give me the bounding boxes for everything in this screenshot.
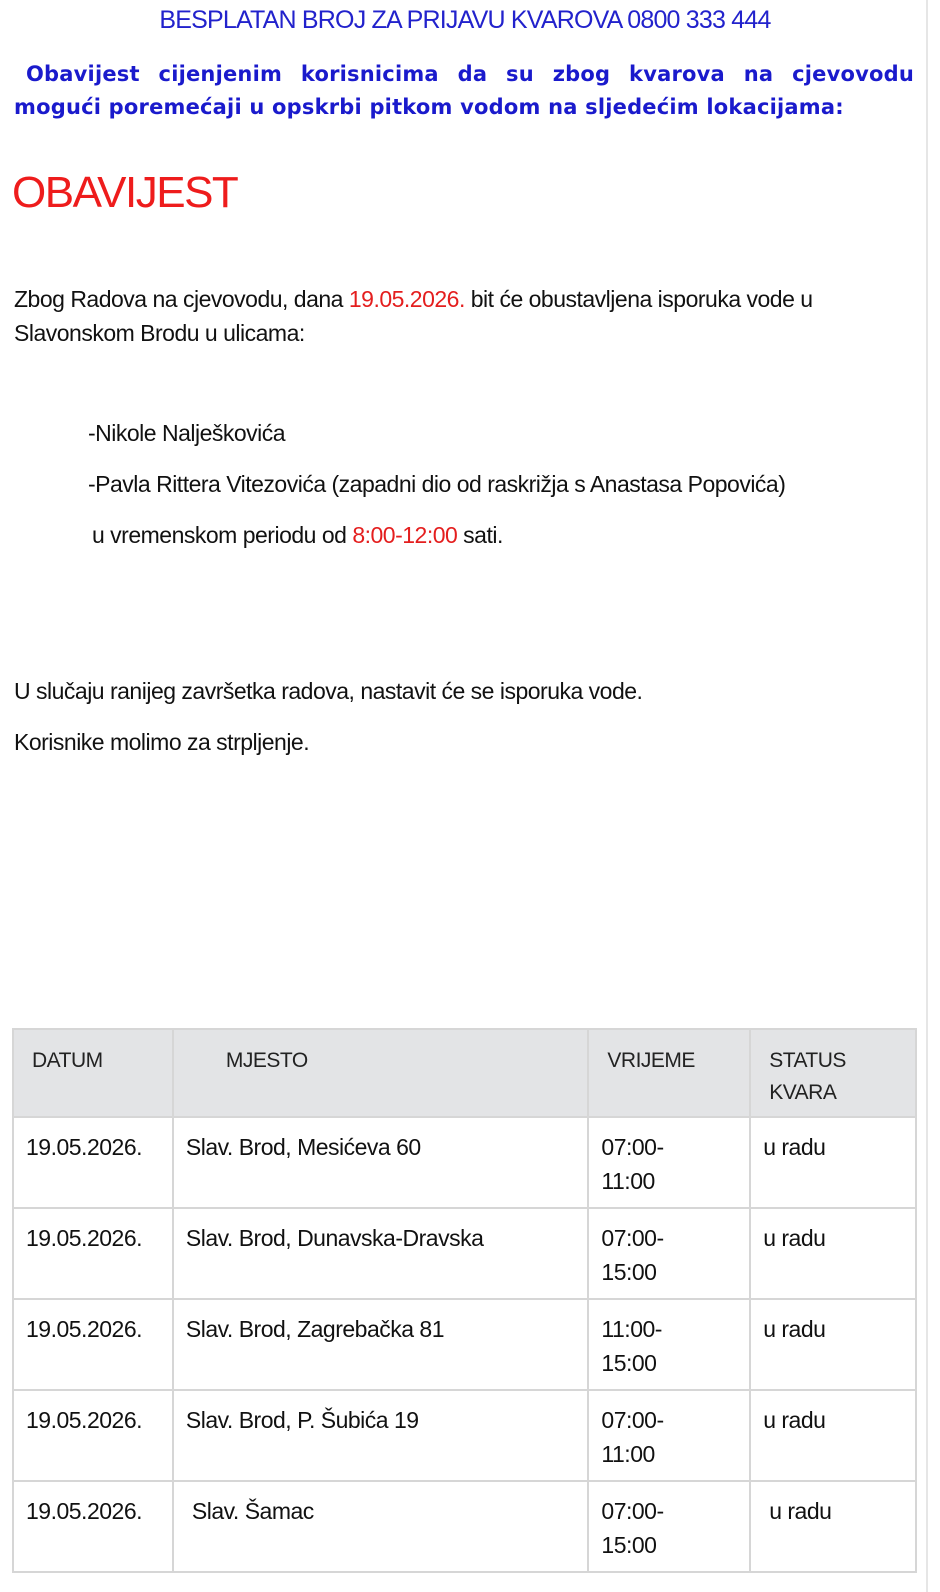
notice-paragraph [14,282,914,350]
col-header-vrijeme: VRIJEME [588,1029,750,1117]
notice-title: OBAVIJEST [12,168,238,217]
notice-date: 19.05.2026. [348,286,465,312]
cell-vrijeme: 11:00-15:00 [588,1299,750,1390]
table-row [13,1299,916,1390]
cell-vrijeme: 07:00-15:00 [588,1481,750,1572]
faults-table [12,1028,917,1573]
cell-status: u radu [750,1117,916,1208]
cell-status: u radu [750,1208,916,1299]
cell-status: u radu [750,1481,916,1572]
table-row [13,1117,916,1208]
table-header-row [13,1029,916,1117]
intro-notice: Obavijest cijenjenim korisnicima da su zbog kvarova na cjevovodu mogući poremećaji u opskrbi pitkom vodom na sljedećim lokacijama: [14,62,914,119]
cell-datum: 19.05.2026. [13,1117,173,1208]
time-period-line [92,522,503,549]
cell-mjesto: Slav. Brod, P. Šubića 19 [173,1390,589,1481]
notice-text-lead: Zbog Radova na cjevovodu, dana [14,286,349,312]
cell-datum: 19.05.2026. [13,1390,173,1481]
cell-datum: 19.05.2026. [13,1299,173,1390]
street-item: -Nikole Nalješkovića [88,420,286,446]
cell-mjesto: Slav. Brod, Zagrebačka 81 [173,1299,589,1390]
cell-mjesto: Slav. Brod, Dunavska-Dravska [173,1208,589,1299]
col-header-datum: DATUM [13,1029,173,1117]
cell-vrijeme: 07:00-15:00 [588,1208,750,1299]
notice-text-tail: bit će obustavljena isporuka vode u Slavonskom Brodu u ulicama: [14,286,813,346]
cell-status: u radu [750,1299,916,1390]
page-right-border [926,0,928,1592]
table-row [13,1481,916,1572]
table-row [13,1390,916,1481]
hotline-banner: BESPLATAN BROJ ZA PRIJAVU KVAROVA 0800 333 444 [159,6,771,34]
time-range: 8:00-12:00 [352,522,458,548]
closing-line-2: Korisnike molimo za strpljenje. [14,729,310,755]
cell-status: u radu [750,1390,916,1481]
cell-mjesto: Slav. Šamac [173,1481,589,1572]
cell-datum: 19.05.2026. [13,1208,173,1299]
cell-mjesto: Slav. Brod, Mesićeva 60 [173,1117,589,1208]
col-header-mjesto: MJESTO [173,1029,589,1117]
street-item: -Pavla Rittera Vitezovića (zapadni dio od raskrižja s Anastasa Popovića) [88,471,786,497]
cell-vrijeme: 07:00-11:00 [588,1117,750,1208]
cell-datum: 19.05.2026. [13,1481,173,1572]
time-suffix: sati. [457,522,503,548]
closing-line-1: U slučaju ranijeg završetka radova, nastavit će se isporuka vode. [14,678,643,704]
cell-vrijeme: 07:00-11:00 [588,1390,750,1481]
table-row [13,1208,916,1299]
time-prefix: u vremenskom periodu od [92,522,353,548]
col-header-status: STATUS KVARA [750,1029,916,1117]
